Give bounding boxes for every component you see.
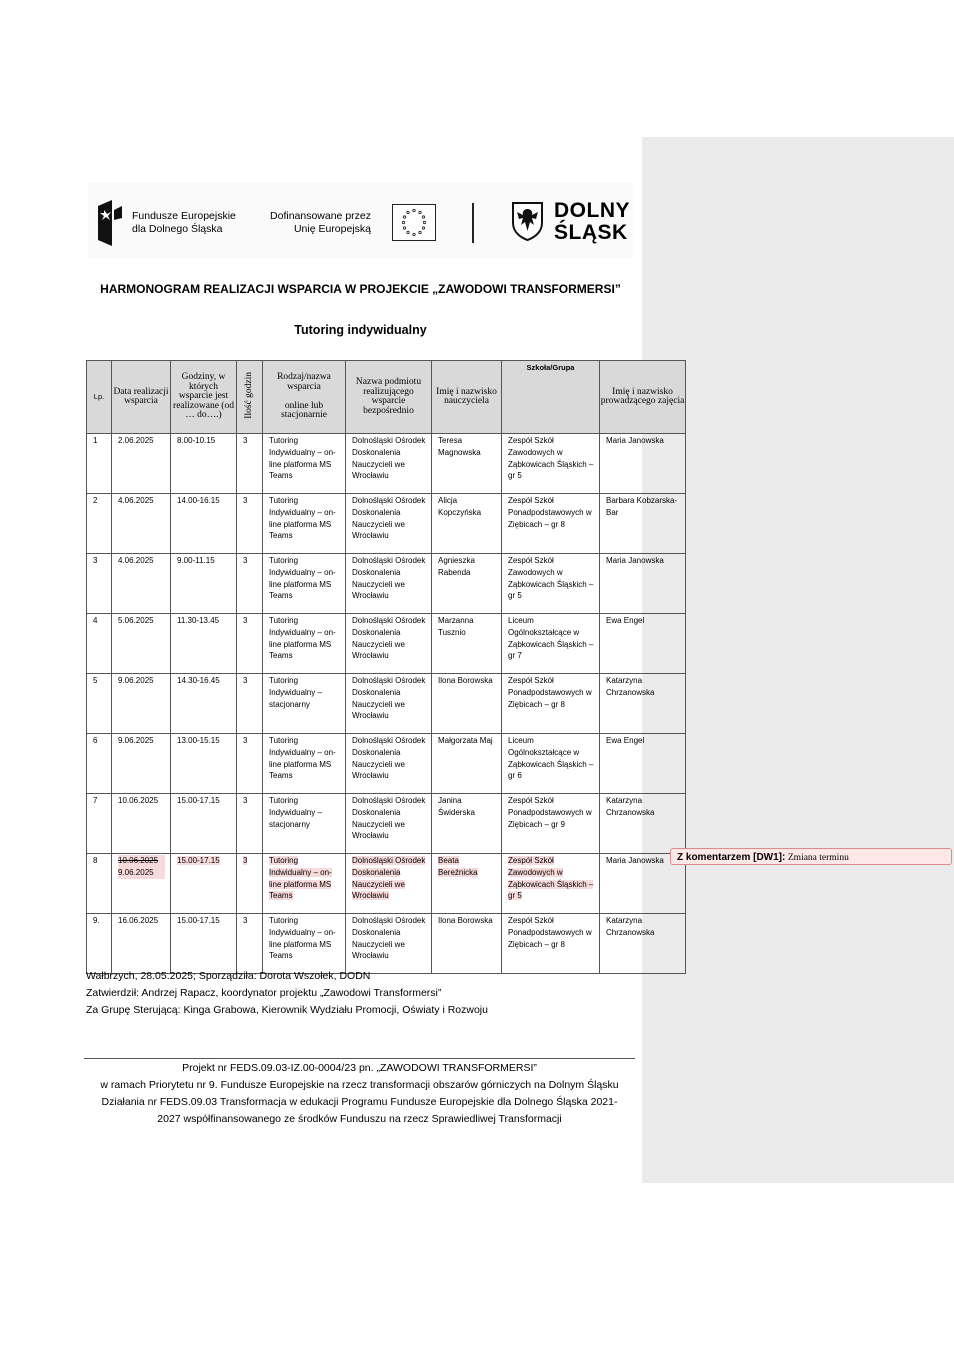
cell-lp: 2 bbox=[87, 494, 112, 554]
table-row bbox=[87, 434, 686, 494]
cell-nauczyciel: Alicja Kopczyńska bbox=[432, 494, 502, 554]
comment-text: Zmiana terminu bbox=[787, 853, 849, 863]
cell-nauczyciel: Beata Bereźnicka bbox=[432, 854, 502, 914]
fe-logo-text: Fundusze Europejskie dla Dolnego Śląska bbox=[132, 210, 236, 235]
cell-data: 16.06.2025 bbox=[112, 914, 171, 974]
note-line: Zatwierdził: Andrzej Rapacz, koordynator projektu „Zawodowi Transformersi” bbox=[86, 987, 442, 999]
footer-line: Projekt nr FEDS.09.03-IZ.00-0004/23 pn. „ZAWODOWI TRANSFORMERSI” bbox=[182, 1062, 537, 1074]
cell-prowadzacy: Katarzyna Chrzanowska bbox=[600, 914, 686, 974]
cell-nauczyciel: Małgorzata Maj bbox=[432, 734, 502, 794]
header-podmiot: Nazwa podmiotu realizującego wsparcie bezpośrednio bbox=[346, 361, 432, 434]
table-row bbox=[87, 494, 686, 554]
dofinansowane-text: Dofinansowane przez Unię Europejską bbox=[270, 210, 371, 235]
cell-lp: 5 bbox=[87, 674, 112, 734]
cell-prowadzacy: Maria Janowska bbox=[600, 854, 686, 914]
cell-godziny: 14.30-16.45 bbox=[171, 674, 237, 734]
header-nauczyciel: Imię i nazwisko nauczyciela bbox=[432, 361, 502, 434]
cell-nauczyciel: Marzanna Tusznio bbox=[432, 614, 502, 674]
header-lp: Lp. bbox=[87, 361, 112, 434]
cell-szkola: Zespół Szkół Ponadpodstawowych w Ziębicach – gr 8 bbox=[502, 674, 600, 734]
cell-szkola: Liceum Ogólnokształcące w Ząbkowicach Śląskich – gr 7 bbox=[502, 614, 600, 674]
cell-podmiot: Dolnośląski Ośrodek Doskonalenia Nauczycieli we Wrocławiu bbox=[346, 674, 432, 734]
cell-podmiot: Dolnośląski Ośrodek Doskonalenia Nauczycieli we Wrocławiu bbox=[346, 794, 432, 854]
cell-godziny: 11.30-13.45 bbox=[171, 614, 237, 674]
table-row bbox=[87, 554, 686, 614]
cell-lp: 1 bbox=[87, 434, 112, 494]
cell-lp: 9. bbox=[87, 914, 112, 974]
header-prowadzacy: Imię i nazwisko prowadzącego zajęcia bbox=[600, 361, 686, 434]
cell-data: 4.06.2025 bbox=[112, 494, 171, 554]
cell-lp: 4 bbox=[87, 614, 112, 674]
cell-ilosc: 3 bbox=[237, 554, 263, 614]
cell-godziny: 14.00-16.15 bbox=[171, 494, 237, 554]
cell-lp: 6 bbox=[87, 734, 112, 794]
cell-rodzaj: Tutoring Indywidualny – on-line platforma MS Teams bbox=[263, 554, 346, 614]
comment-balloon[interactable] bbox=[670, 848, 952, 865]
header-rodzaj: Rodzaj/nazwa wsparcia online lub stacjonarnie bbox=[263, 361, 346, 434]
header-row bbox=[87, 361, 686, 434]
cell-prowadzacy: Maria Janowska bbox=[600, 554, 686, 614]
table-row bbox=[87, 674, 686, 734]
logo-bar bbox=[88, 183, 633, 258]
cell-lp: 3 bbox=[87, 554, 112, 614]
cell-podmiot: Dolnośląski Ośrodek Doskonalenia Nauczycieli we Wrocławiu bbox=[346, 854, 432, 914]
cell-prowadzacy: Ewa Engel bbox=[600, 614, 686, 674]
cell-szkola: Zespół Szkół Zawodowych w Ząbkowicach Śląskich – gr 5 bbox=[502, 854, 600, 914]
cell-rodzaj: Tutoring Indywidualny – on-line platforma MS Teams bbox=[263, 434, 346, 494]
cell-podmiot: Dolnośląski Ośrodek Doskonalenia Nauczycieli we Wrocławiu bbox=[346, 614, 432, 674]
cell-prowadzacy: Maria Janowska bbox=[600, 434, 686, 494]
note-line: Za Grupę Sterującą: Kinga Grabowa, Kierownik Wydziału Promocji, Oświaty i Rozwoju bbox=[86, 1004, 488, 1016]
signature-notes bbox=[86, 968, 488, 1019]
cell-ilosc: 3 bbox=[237, 434, 263, 494]
cell-ilosc: 3 bbox=[237, 854, 263, 914]
cell-godziny: 15.00-17.15 bbox=[171, 854, 237, 914]
cell-prowadzacy: Ewa Engel bbox=[600, 734, 686, 794]
comment-pane bbox=[642, 137, 954, 1183]
document-subtitle: Tutoring indywidualny bbox=[294, 323, 427, 337]
cell-podmiot: Dolnośląski Ośrodek Doskonalenia Nauczycieli we Wrocławiu bbox=[346, 734, 432, 794]
cell-data: 5.06.2025 bbox=[112, 614, 171, 674]
cell-ilosc: 3 bbox=[237, 734, 263, 794]
cell-szkola: Zespół Szkół Ponadpodstawowych w Ziębicach – gr 8 bbox=[502, 914, 600, 974]
header-data: Data realizacji wsparcia bbox=[112, 361, 171, 434]
footer-divider bbox=[84, 1058, 635, 1059]
cell-podmiot: Dolnośląski Ośrodek Doskonalenia Nauczycieli we Wrocławiu bbox=[346, 434, 432, 494]
table-row-changed bbox=[87, 854, 686, 914]
inserted-date: 9.06.2025 bbox=[118, 867, 165, 879]
note-line: Wałbrzych, 28.05.2025; Sporządziła: Dorota Wszołek, DODN bbox=[86, 970, 371, 982]
cell-szkola: Zespół Szkół Ponadpodstawowych w Ziębicach – gr 9 bbox=[502, 794, 600, 854]
cell-nauczyciel: Ilona Borowska bbox=[432, 914, 502, 974]
cell-rodzaj: Tutoring Indywidualny – on-line platforma MS Teams bbox=[263, 734, 346, 794]
cell-prowadzacy: Katarzyna Chrzanowska bbox=[600, 794, 686, 854]
cell-nauczyciel: Ilona Borowska bbox=[432, 674, 502, 734]
cell-rodzaj: Tutoring Indywidualny – on-line platforma MS Teams bbox=[263, 614, 346, 674]
cell-rodzaj: Tutoring Indywidualny – on-line platforma MS Teams bbox=[263, 494, 346, 554]
footer-line: w ramach Priorytetu nr 9. Fundusze Europejskie na rzecz transformacji obszarów górniczych na Dolnym Śląsku bbox=[100, 1079, 619, 1091]
logo-separator bbox=[472, 203, 474, 243]
cell-szkola: Zespół Szkół Zawodowych w Ząbkowicach Śląskich – gr 5 bbox=[502, 434, 600, 494]
cell-podmiot: Dolnośląski Ośrodek Doskonalenia Nauczycieli we Wrocławiu bbox=[346, 554, 432, 614]
cell-lp: 8 bbox=[87, 854, 112, 914]
cell-rodzaj: Tutoring Indywidualny – stacjonarny bbox=[263, 674, 346, 734]
cell-rodzaj: Tutoring Indywidualny – on-line platforma MS Teams bbox=[263, 914, 346, 974]
cell-godziny: 9.00-11.15 bbox=[171, 554, 237, 614]
cell-data: 9.06.2025 bbox=[112, 734, 171, 794]
cell-godziny: 8.00-10.15 bbox=[171, 434, 237, 494]
header-ilosc: Ilość godzin bbox=[237, 361, 263, 434]
schedule-table bbox=[86, 360, 686, 974]
cell-data-changed bbox=[112, 854, 171, 914]
header-szkola: Szkoła/Grupa bbox=[502, 361, 600, 434]
cell-godziny: 15.00-17.15 bbox=[171, 914, 237, 974]
cell-data: 9.06.2025 bbox=[112, 674, 171, 734]
cell-nauczyciel: Janina Świderska bbox=[432, 794, 502, 854]
deleted-date: 10.06.2025 bbox=[118, 855, 165, 867]
footer-line: Działania nr FEDS.09.03 Transformacja w edukacji Programu Fundusze Europejskie dla Dolnego Śląska 2021- bbox=[101, 1096, 618, 1108]
cell-szkola: Zespół Szkół Ponadpodstawowych w Ziębicach – gr 8 bbox=[502, 494, 600, 554]
page-footer bbox=[84, 1060, 635, 1128]
cell-szkola: Zespół Szkół Zawodowych w Ząbkowicach Śląskich – gr 5 bbox=[502, 554, 600, 614]
comment-label: Z komentarzem [DW1]: bbox=[677, 852, 786, 863]
dolny-slask-logo-text: DOLNY ŚLĄSK bbox=[554, 199, 630, 244]
cell-lp: 7 bbox=[87, 794, 112, 854]
cell-rodzaj: Tutoring Indwidualny – on-line platforma MS Teams bbox=[263, 854, 346, 914]
cell-ilosc: 3 bbox=[237, 494, 263, 554]
cell-nauczyciel: Teresa Magnowska bbox=[432, 434, 502, 494]
cell-szkola: Liceum Ogólnokształcące w Ząbkowicach Śląskich – gr 6 bbox=[502, 734, 600, 794]
dolny-slask-crest-icon bbox=[511, 201, 544, 241]
table-row bbox=[87, 734, 686, 794]
cell-podmiot: Dolnośląski Ośrodek Doskonalenia Nauczycieli we Wrocławiu bbox=[346, 914, 432, 974]
eu-flag-icon bbox=[392, 204, 436, 241]
table-row bbox=[87, 614, 686, 674]
fundusze-europejskie-logo-icon bbox=[98, 196, 124, 246]
cell-ilosc: 3 bbox=[237, 794, 263, 854]
cell-prowadzacy: Barbara Kobzarska-Bar bbox=[600, 494, 686, 554]
cell-ilosc: 3 bbox=[237, 914, 263, 974]
cell-data: 10.06.2025 bbox=[112, 794, 171, 854]
cell-nauczyciel: Agnieszka Rabenda bbox=[432, 554, 502, 614]
table-row bbox=[87, 914, 686, 974]
cell-podmiot: Dolnośląski Ośrodek Doskonalenia Nauczycieli we Wrocławiu bbox=[346, 494, 432, 554]
cell-data: 4.06.2025 bbox=[112, 554, 171, 614]
cell-ilosc: 3 bbox=[237, 614, 263, 674]
cell-prowadzacy: Katarzyna Chrzanowska bbox=[600, 674, 686, 734]
table-row bbox=[87, 794, 686, 854]
cell-ilosc: 3 bbox=[237, 674, 263, 734]
document-title: HARMONOGRAM REALIZACJI WSPARCIA W PROJEKCIE „ZAWODOWI TRANSFORMERSI” bbox=[100, 282, 621, 296]
cell-rodzaj: Tutoring Indywidualny – stacjonarny bbox=[263, 794, 346, 854]
cell-data: 2.06.2025 bbox=[112, 434, 171, 494]
cell-godziny: 15.00-17.15 bbox=[171, 794, 237, 854]
cell-godziny: 13.00-15.15 bbox=[171, 734, 237, 794]
header-godziny: Godziny, w których wsparcie jest realizowane (od … do….) bbox=[171, 361, 237, 434]
footer-line: 2027 współfinansowanego ze środków Funduszu na rzecz Sprawiedliwej Transformacji bbox=[157, 1113, 562, 1125]
